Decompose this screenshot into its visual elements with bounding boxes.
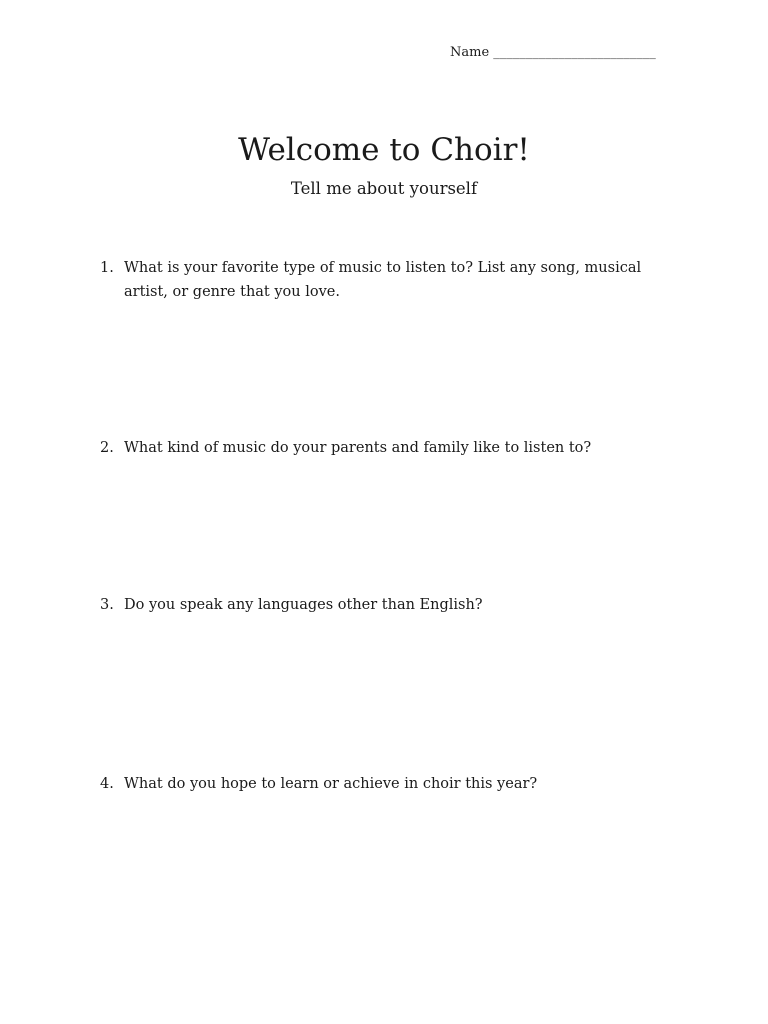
question-1 [100, 256, 670, 304]
page-title: Welcome to Choir! [238, 132, 530, 168]
question-2-text: What kind of music do your parents and family like to listen to? [124, 440, 592, 456]
page-subtitle: Tell me about yourself [290, 179, 478, 198]
question-2 [100, 436, 670, 460]
question-3-number: 3. [100, 597, 114, 613]
name-field-label: Name _________________________ [450, 45, 656, 60]
question-1-text: What is your favorite type of music to listen to? List any song, musical artist, or genre that you love. [124, 260, 642, 300]
question-3-text: Do you speak any languages other than English? [124, 597, 483, 613]
question-2-number: 2. [100, 440, 114, 456]
question-4-number: 4. [100, 776, 114, 792]
question-1-number: 1. [100, 260, 114, 276]
question-3 [100, 593, 670, 617]
question-4-text: What do you hope to learn or achieve in choir this year? [124, 776, 538, 792]
question-4 [100, 772, 670, 796]
